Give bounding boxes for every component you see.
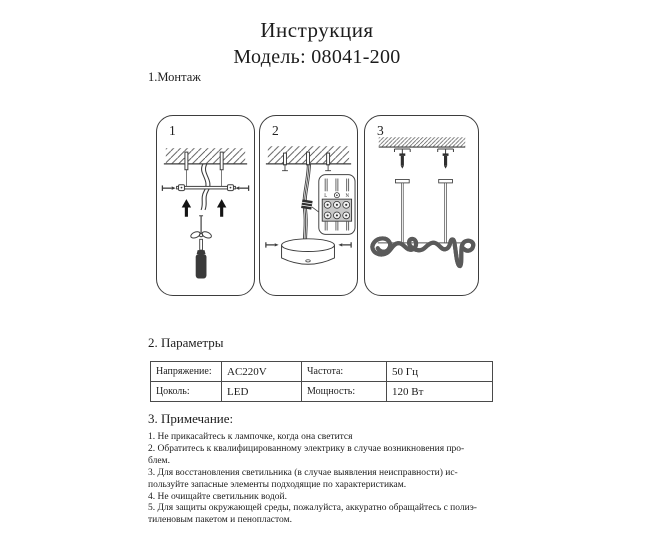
step-number: 3 xyxy=(377,123,384,138)
note-line: 2. Обратитесь к квалифицированному электрику в случае возникновения про- xyxy=(148,443,465,454)
page-title: Инструкция xyxy=(260,18,374,42)
terminal-label-neutral: N xyxy=(345,194,350,200)
param-label: Мощность: xyxy=(302,382,387,402)
section-notes-heading: 3. Примечание: xyxy=(148,411,234,426)
table-row xyxy=(151,382,493,402)
param-label: Цоколь: xyxy=(151,382,222,402)
note-line: 1. Не прикасайтесь к лампочке, когда она светится xyxy=(148,432,353,442)
note-line: 3. Для восстановления светильника (в случае выявления неисправности) ис- xyxy=(148,467,458,478)
note-line: 4. Не очищайте светильник водой. xyxy=(148,491,287,502)
section-params-heading: 2. Параметры xyxy=(148,335,224,350)
param-value: 50 Гц xyxy=(387,362,493,382)
note-line: пользуйте запасные элементы подходящие по характеристикам. xyxy=(148,479,407,490)
montage-step-3 xyxy=(364,115,479,296)
notes-list xyxy=(148,432,493,527)
step-number: 1 xyxy=(169,123,176,138)
model-label: Модель: 08041-200 xyxy=(233,46,401,68)
terminal-earth-icon xyxy=(336,194,338,196)
section-montage-heading: 1.Монтаж xyxy=(148,70,201,84)
note-line: блем. xyxy=(148,455,170,466)
table-row xyxy=(151,362,493,382)
title-block xyxy=(150,0,484,69)
param-value: 120 Вт xyxy=(387,382,493,402)
montage-step-1 xyxy=(156,115,255,296)
param-label: Напряжение: xyxy=(151,362,222,382)
param-value: AC220V xyxy=(222,362,302,382)
step-number: 2 xyxy=(272,123,279,138)
parameters-table xyxy=(150,361,493,402)
param-label: Частота: xyxy=(302,362,387,382)
param-value: LED xyxy=(222,382,302,402)
montage-step-2 xyxy=(259,115,358,296)
step-1-diagram-ceiling-bracket-icon xyxy=(157,116,254,295)
note-line: тиленовым пакетом и пенопластом. xyxy=(148,515,292,526)
step-3-diagram-wave-fixture-icon xyxy=(365,116,478,295)
note-line: 5. Для защиты окружающей среды, пожалуйста, аккуратно обращайтесь с полиэ- xyxy=(148,503,477,514)
terminal-label-live: L xyxy=(324,194,328,200)
step-2-diagram-wiring-canopy-icon xyxy=(260,116,357,295)
